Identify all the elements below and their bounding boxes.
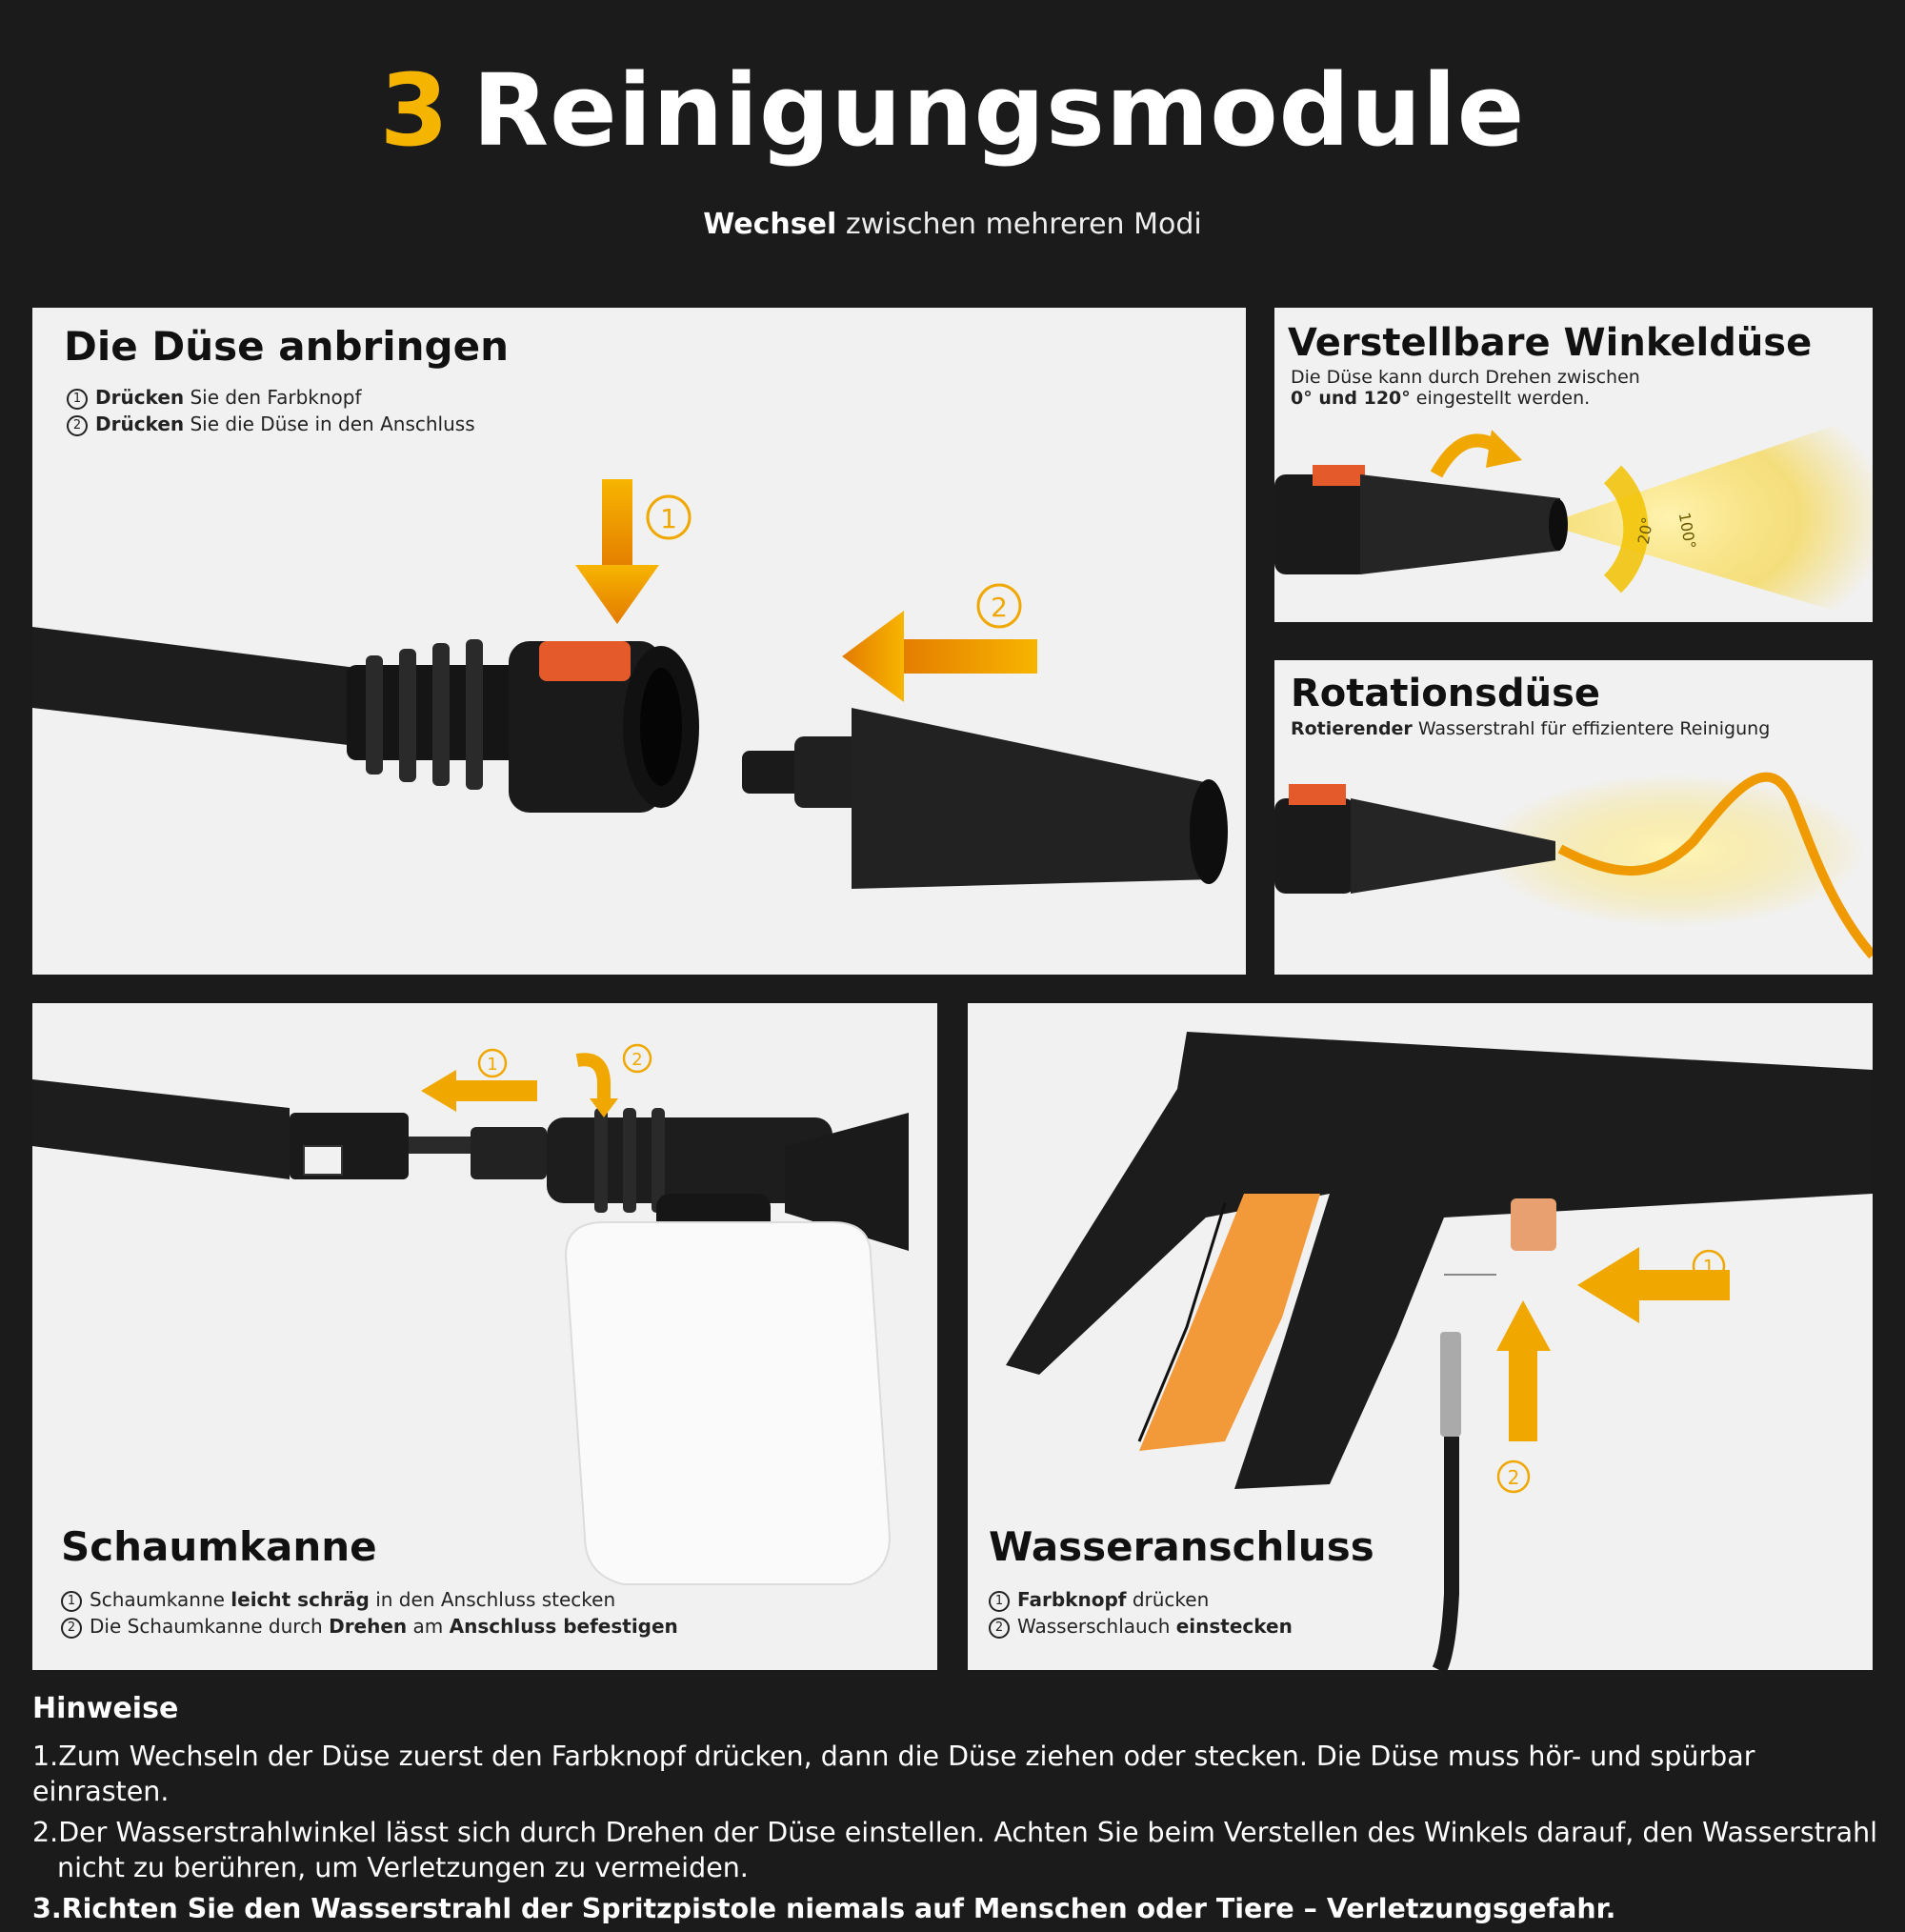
nozzle-illustration: [32, 308, 1246, 975]
color-button-icon: [1511, 1198, 1556, 1251]
panel-title: Schaumkanne: [61, 1523, 377, 1570]
note-3: 3.Richten Sie den Wasserstrahl der Spritzpistole niemals auf Menschen oder Tiere – Verletzungsgefahr.: [32, 1893, 1616, 1924]
step-number-icon: 2: [989, 1618, 1010, 1639]
notes-heading: Hinweise: [32, 1692, 179, 1725]
marker-2-label: 2: [632, 1050, 643, 1070]
hose-icon: [1439, 1332, 1461, 1670]
color-button-icon: [539, 641, 631, 681]
title-text: Reinigungsmodule: [472, 52, 1526, 169]
color-button-icon: [1313, 465, 1365, 486]
step-number-icon: 2: [67, 415, 88, 436]
title-number: 3: [379, 52, 451, 169]
marker-1-label: 1: [660, 503, 677, 534]
arrow-up-icon: [1496, 1300, 1551, 1441]
panel-foam-cannon: [32, 1003, 937, 1670]
color-button-icon: [1289, 784, 1346, 805]
step-1: 1 Schaumkanne leicht schräg in den Anschluss stecken: [61, 1586, 678, 1613]
marker-2-label: 2: [1507, 1466, 1520, 1489]
note-2: [32, 1815, 1880, 1885]
foam-bottle: [566, 1222, 890, 1584]
lance-tube: [32, 627, 356, 746]
panel-title: Die Düse anbringen: [64, 323, 510, 370]
marker-1-label: 1: [487, 1055, 498, 1075]
step-1: 1 Farbknopf drücken: [989, 1586, 1293, 1613]
step-list: [989, 1586, 1293, 1640]
step-2: 2 Die Schaumkanne durch Drehen am Anschluss befestigen: [61, 1613, 678, 1640]
lance-icon: [32, 1079, 485, 1179]
step-2: 2 Wasserschlauch einstecken: [989, 1613, 1293, 1640]
panel-attach-nozzle: [32, 308, 1246, 975]
marker-1-label: 1: [1702, 1256, 1715, 1278]
nozzle-icon: [1274, 465, 1568, 574]
step-number-icon: 1: [67, 389, 88, 410]
note-1: 1.Zum Wechseln der Düse zuerst den Farbknopf drücken, dann die Düse ziehen oder stecken. Die Düse muss hör- und spürbar einrasten.: [32, 1741, 1755, 1807]
note-2-line-2: nicht zu berühren, um Verletzungen zu vermeiden.: [57, 1852, 749, 1883]
panel-description: Rotierender Wasserstrahl für effizientere Reinigung: [1291, 718, 1771, 739]
desc-line-2: 0° und 120° eingestellt werden.: [1291, 388, 1591, 409]
page-title: [0, 52, 1905, 169]
step-2: 2 Drücken Sie die Düse in den Anschluss: [67, 411, 475, 437]
angle-max-label: 100°: [1674, 511, 1700, 551]
note-2-line-1: 2.Der Wasserstrahlwinkel lässt sich durch Drehen der Düse einstellen. Achten Sie beim Verstellen des Winkels darauf, den Wasserstrahl: [32, 1817, 1878, 1848]
water-connection-illustration: [968, 1003, 1873, 1670]
spray-gun-icon: [1006, 1032, 1873, 1489]
spray-cone: [1560, 413, 1873, 622]
angle-nozzle-illustration: [1274, 308, 1873, 622]
twist-arrow-icon: [577, 1059, 604, 1103]
step-number-icon: 1: [61, 1591, 82, 1612]
step-list: [61, 1586, 678, 1640]
rotation-nozzle-illustration: [1274, 660, 1873, 975]
step-number-icon: 2: [61, 1618, 82, 1639]
subtitle-rest: zwischen mehreren Modi: [836, 208, 1202, 241]
panel-title: Rotationsdüse: [1291, 672, 1601, 715]
page-subtitle: [0, 208, 1905, 241]
step-number-icon: 1: [989, 1591, 1010, 1612]
panel-title: Wasseranschluss: [989, 1523, 1374, 1570]
notes-section: [32, 1692, 1880, 1932]
arrow-down-icon: [575, 479, 659, 624]
foam-cannon-illustration: [32, 1003, 937, 1670]
foam-cannon-icon: [471, 1108, 909, 1584]
arrow-left-icon: [421, 1070, 537, 1112]
panel-water-connection: [968, 1003, 1873, 1670]
step-1: 1 Drücken Sie den Farbknopf: [67, 384, 475, 411]
desc-line-1: Die Düse kann durch Drehen zwischen: [1291, 367, 1640, 388]
panel-rotation-nozzle: [1274, 660, 1873, 975]
coupler-icon: [347, 639, 699, 813]
nozzle-icon: [742, 708, 1228, 889]
marker-2-label: 2: [991, 592, 1008, 623]
panel-angle-nozzle: [1274, 308, 1873, 622]
panel-title: Verstellbare Winkeldüse: [1288, 321, 1813, 365]
angle-min-label: 20°: [1634, 515, 1657, 546]
subtitle-bold: Wechsel: [703, 208, 837, 241]
